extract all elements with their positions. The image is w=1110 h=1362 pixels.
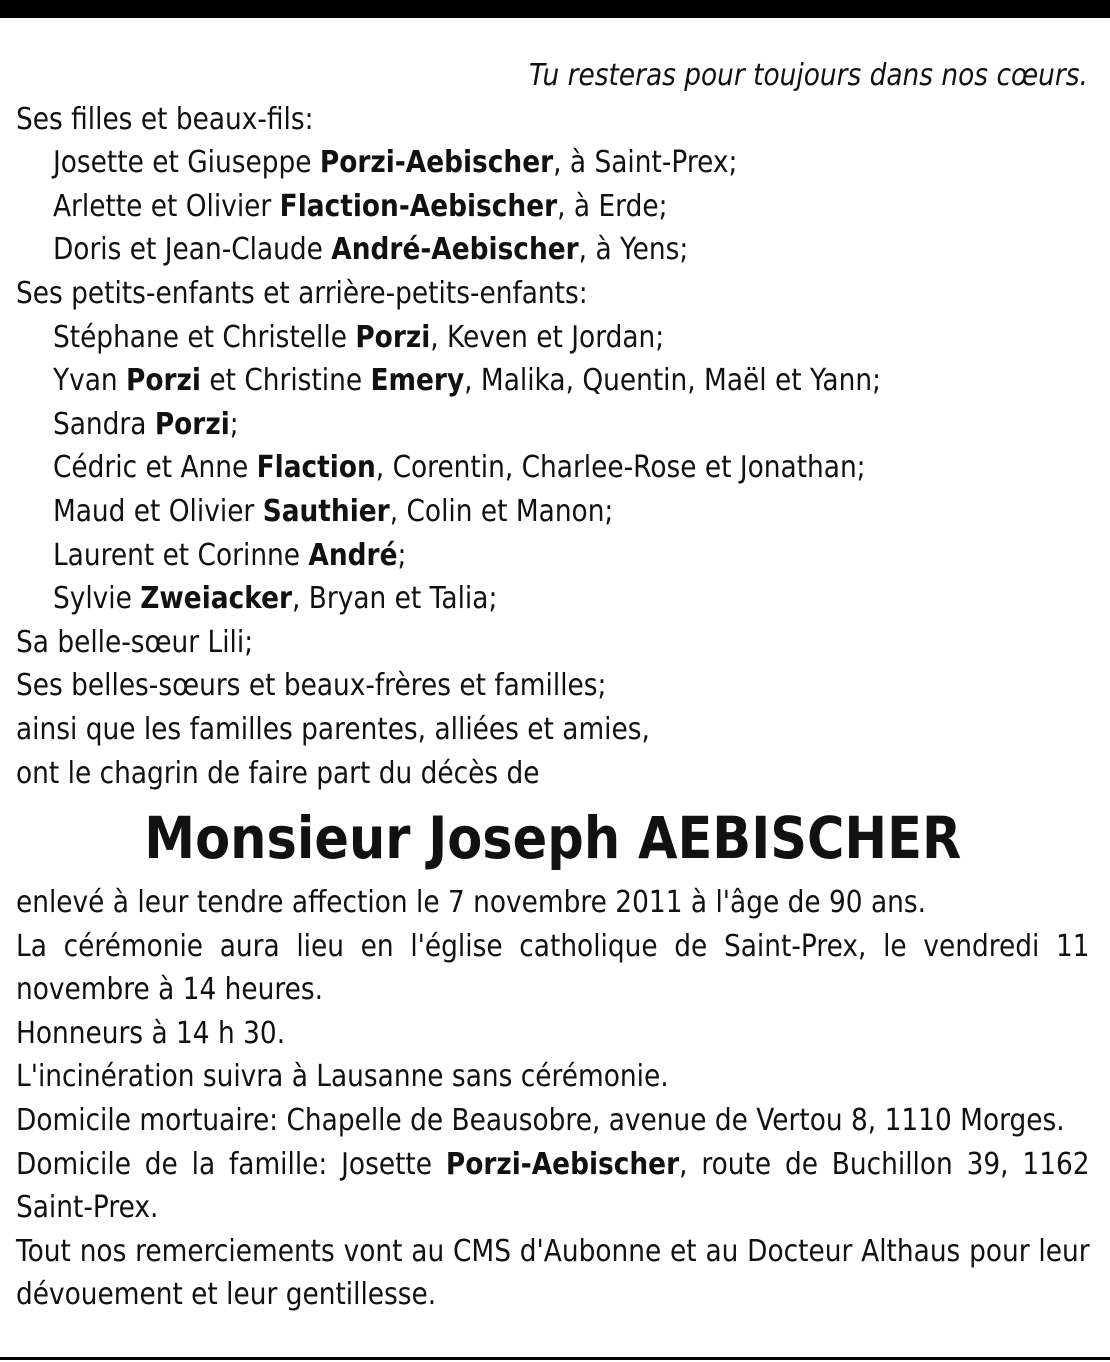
death-notice [16,54,1090,1317]
daughter-line: Josette et Giuseppe Porzi-Aebischer, à Saint-Prex; [52,145,738,181]
bottom-rule [0,1357,1110,1360]
cremation-line: L'incinération suivra à Lausanne sans cérémonie. [16,1059,669,1095]
honours-line: Honneurs à 14 h 30. [16,1015,286,1051]
sister-in-law: Sa belle-sœur Lili; [16,624,254,660]
motto: Tu resteras pour toujours dans nos cœurs. [529,58,1088,93]
deceased-name: Monsieur Joseph AEBISCHER [144,804,962,873]
daughter-line: Arlette et Olivier Flaction-Aebischer, à Erde; [52,188,668,224]
mortuary-line: Domicile mortuaire: Chapelle de Beausobre, avenue de Vertou 8, 1110 Morges. [16,1103,1065,1139]
thanks-line: Tout nos remerciements vont au CMS d'Aubonne et au Docteur Althaus pour leur dévouement et leur gentillesse. [16,1233,1090,1313]
passed-line: enlevé à leur tendre affection le 7 novembre 2011 à l'âge de 90 ans. [16,885,927,921]
ceremony-line: La cérémonie aura lieu en l'église catholique de Saint-Prex, le vendredi 11 novembre à 14 heures. [16,928,1090,1008]
grandchild-line: Sylvie Zweiacker, Bryan et Talia; [52,581,498,617]
grandchild-line: Yvan Porzi et Christine Emery, Malika, Quentin, Maël et Yann; [52,363,881,399]
grandchild-line: Maud et Olivier Sauthier, Colin et Manon; [52,493,614,529]
grandchild-line: Stéphane et Christelle Porzi, Keven et Jordan; [52,319,665,355]
grandchild-line: Sandra Porzi; [52,406,239,442]
family-home-line: Domicile de la famille: Josette Porzi-Aebischer, route de Buchillon 39, 1162 Saint-Prex. [16,1146,1090,1226]
families: ainsi que les familles parentes, alliées et amies, [16,711,650,747]
grandchild-line: Cédric et Anne Flaction, Corentin, Charlee-Rose et Jonathan; [52,450,866,486]
top-rule [0,0,1110,18]
announcement: ont le chagrin de faire part du décès de [16,755,540,791]
in-laws: Ses belles-sœurs et beaux-frères et familles; [16,668,607,704]
grandchild-line: Laurent et Corinne André; [52,537,407,573]
daughters-heading: Ses filles et beaux-fils: [16,101,314,137]
grandchildren-heading: Ses petits-enfants et arrière-petits-enfants: [16,275,588,311]
daughter-line: Doris et Jean-Claude André-Aebischer, à Yens; [52,232,689,268]
